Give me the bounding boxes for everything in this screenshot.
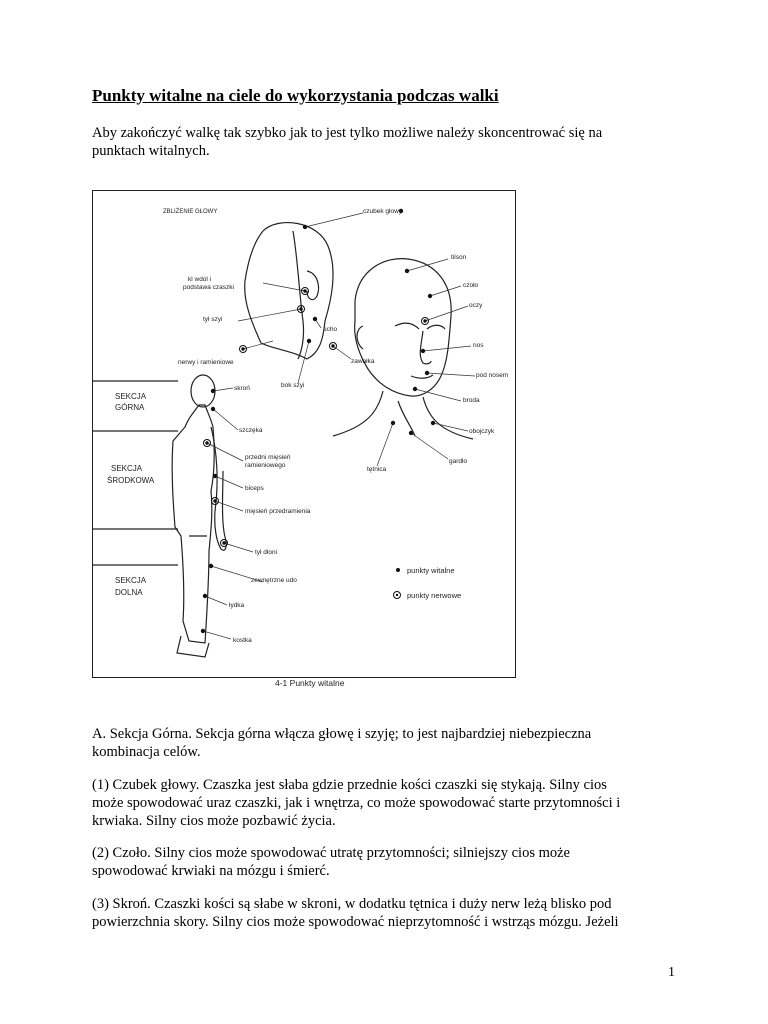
- vital-dot: [313, 317, 317, 321]
- label-bok-szyi: bok szyi: [281, 382, 305, 389]
- paragraph-line: A. Sekcja Górna. Sekcja górna włącza głowę i szyję; to jest najbardziej niebezpieczna: [92, 726, 592, 742]
- vital-dot: [431, 421, 435, 425]
- label-nerwy: nerwy i ramieniowe: [178, 359, 234, 366]
- document-title: Punkty witalne na ciele do wykorzystania podczas walki: [92, 86, 499, 105]
- label-gardlo: gardło: [449, 458, 468, 465]
- eyebrows: [395, 323, 445, 329]
- label-zewnetrzne-udo: zewnętrzne udo: [251, 577, 297, 584]
- nose: [420, 331, 431, 364]
- label-wdol-2: podstawa czaszki: [183, 284, 234, 291]
- paragraph-czubek-glowy: [92, 776, 692, 830]
- label-ucho: ucho: [323, 326, 338, 333]
- label-tyl-szyi: tył szyi: [203, 316, 223, 323]
- vital-dot: [307, 339, 311, 343]
- paragraph-line: spowodować krwiaki na mózgu i śmierć.: [92, 863, 330, 879]
- section-dolna-line2: DOLNA: [115, 588, 143, 597]
- paragraph-line: (1) Czubek głowy. Czaszka jest słaba gdzie przednie kości czaszki się stykają. Silny cios: [92, 777, 607, 793]
- front-head-outline: [355, 259, 452, 396]
- vital-dot: [303, 225, 307, 229]
- section-srodkowa-line1: SEKCJA: [111, 464, 143, 473]
- paragraph-line: powierzchnia skory. Silny cios może spowodować nieprzytomność i wstrząs mózgu. Jeżeli: [92, 914, 619, 930]
- vital-point-markers: [201, 209, 435, 633]
- vital-points-illustration: [93, 191, 517, 679]
- soldier-boots: [177, 636, 209, 657]
- section-gorna-line1: SEKCJA: [115, 392, 147, 401]
- intro-line: punktach witalnych.: [92, 143, 210, 159]
- neck-shoulders: [333, 391, 473, 439]
- figure-caption: 4-1 Punkty witalne: [275, 678, 345, 688]
- legend-vital-label: punkty witalne: [407, 566, 455, 575]
- label-przedni-2: ramieniowego: [245, 462, 286, 469]
- vital-dot: [211, 407, 215, 411]
- vital-dot: [425, 371, 429, 375]
- intro-line: Aby zakończyć walkę tak szybko jak to jest tylko możliwe należy skoncentrować się na: [92, 125, 603, 141]
- head-closeup-title: ZBLIŻENIE GŁOWY: [163, 209, 218, 215]
- soldier-arm: [211, 427, 226, 550]
- label-pod-nosem: pod nosem: [476, 372, 509, 379]
- vital-points-figure: [92, 190, 516, 678]
- label-zawalka: zawałka: [351, 358, 375, 365]
- vital-dot: [405, 269, 409, 273]
- section-gorna-line2: GÓRNA: [115, 403, 145, 412]
- paragraph-line: krwiaka. Silny cios może pozbawić życia.: [92, 813, 336, 829]
- legend-nerve-label: punkty nerwowe: [407, 591, 462, 600]
- paragraph-line: (3) Skroń. Czaszki kości są słabe w skroni, w dodatku tętnica i duży nerw leżą blisko pod: [92, 896, 612, 912]
- label-skron: skroń: [234, 385, 250, 392]
- label-czolo: czoło: [463, 282, 479, 289]
- vital-dot: [203, 594, 207, 598]
- label-tilson: tilson: [451, 254, 467, 261]
- label-nos: nos: [473, 342, 484, 349]
- section-srodkowa-line2: ŚRODKOWA: [107, 476, 155, 485]
- vital-dot: [409, 431, 413, 435]
- label-czubek: czubek głowy: [363, 208, 403, 215]
- paragraph-line: kombinacja celów.: [92, 744, 201, 760]
- label-wdol-1: kl wdol i: [188, 276, 212, 283]
- vital-dot: [209, 564, 213, 568]
- section-dolna-line1: SEKCJA: [115, 576, 147, 585]
- label-biceps: biceps: [245, 485, 264, 492]
- rear-head-outline: [245, 223, 333, 359]
- label-oczy: oczy: [469, 302, 483, 309]
- paragraph-skron: [92, 895, 692, 931]
- paragraph-czolo: [92, 844, 692, 880]
- figure-legend: [394, 566, 462, 600]
- label-przedni-1: przedni mięsień: [245, 454, 291, 461]
- label-obojczyk: obojczyk: [469, 428, 495, 435]
- paragraph-line: może spowodować uraz czaszki, jak i wnętrza, co może spowodować starte przytomności i: [92, 795, 621, 811]
- label-tyl-dloni: tył dłoni: [255, 549, 278, 556]
- vital-dot: [391, 421, 395, 425]
- legend-vital-dot: [396, 568, 400, 572]
- label-tetnica: tętnica: [367, 466, 387, 473]
- rear-head-neckline: [293, 231, 304, 359]
- leader-lines: [203, 213, 475, 639]
- neck-line: [398, 401, 415, 436]
- mouth: [411, 375, 433, 378]
- label-miesien: mięsień przedramienia: [245, 508, 311, 515]
- page-number: 1: [668, 965, 675, 980]
- label-kostka: kostka: [233, 637, 252, 644]
- paragraph-line: (2) Czoło. Silny cios może spowodować utratę przytomności; silniejszy cios może: [92, 845, 570, 861]
- vital-dot: [428, 294, 432, 298]
- vital-dot: [211, 389, 215, 393]
- intro-paragraph: [92, 124, 692, 160]
- vital-dot: [421, 349, 425, 353]
- label-broda: broda: [463, 397, 480, 404]
- label-lydka: łydka: [229, 602, 245, 609]
- rear-ear: [307, 271, 319, 300]
- paragraph-sekcja-gorna: [92, 725, 692, 761]
- soldier-body: [172, 405, 214, 643]
- vital-dot: [213, 474, 217, 478]
- nerve-point-markers: [204, 288, 429, 547]
- vital-dot: [413, 387, 417, 391]
- vital-dot: [201, 629, 205, 633]
- label-szczeka: szczęka: [239, 427, 263, 434]
